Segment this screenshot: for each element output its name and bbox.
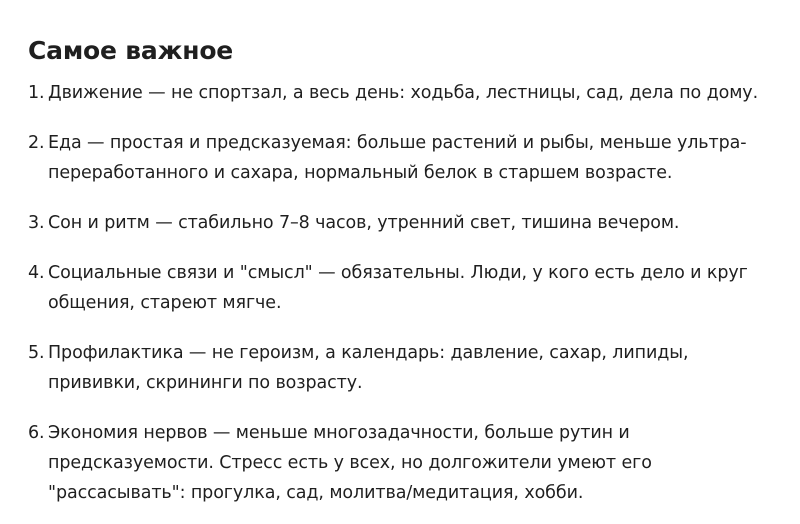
list-item-number: 5. [28,343,45,363]
list-item [28,418,776,508]
list-item-text: Движение — не спортзал, а весь день: ходьба, лестницы, сад, дела по дому. [48,83,759,103]
list-item-number: 2. [28,133,45,153]
list-item-text: Сон и ритм — стабильно 7–8 часов, утренний свет, тишина вечером. [48,213,680,233]
section-title: Самое важное [28,36,234,65]
numbered-list [28,78,776,508]
list-item-number: 1. [28,83,45,103]
list-item [28,258,776,318]
list-item-text: Еда — простая и предсказуемая: больше растений и рыбы, меньше ультра-переработанного и сахара, нормальный белок в старшем возрасте. [48,133,747,183]
list-item-text: Профилактика — не героизм, а календарь: давление, сахар, липиды, прививки, скрининги по возрасту. [48,343,689,393]
list-item-number: 6. [28,423,45,443]
list-item-text: Экономия нервов — меньше многозадачности, больше рутин и предсказуемости. Стресс есть у всех, но долгожители умеют его "рассасывать": прогулка, сад, молитва/медитация, хобби. [48,423,652,503]
list-item-text: Социальные связи и "смысл" — обязательны. Люди, у кого есть дело и круг общения, стареют мягче. [48,263,748,313]
list-item [28,338,776,398]
list-item [28,208,776,238]
list-item-number: 3. [28,213,45,233]
list-item [28,128,776,188]
list-item-number: 4. [28,263,45,283]
list-item [28,78,776,108]
